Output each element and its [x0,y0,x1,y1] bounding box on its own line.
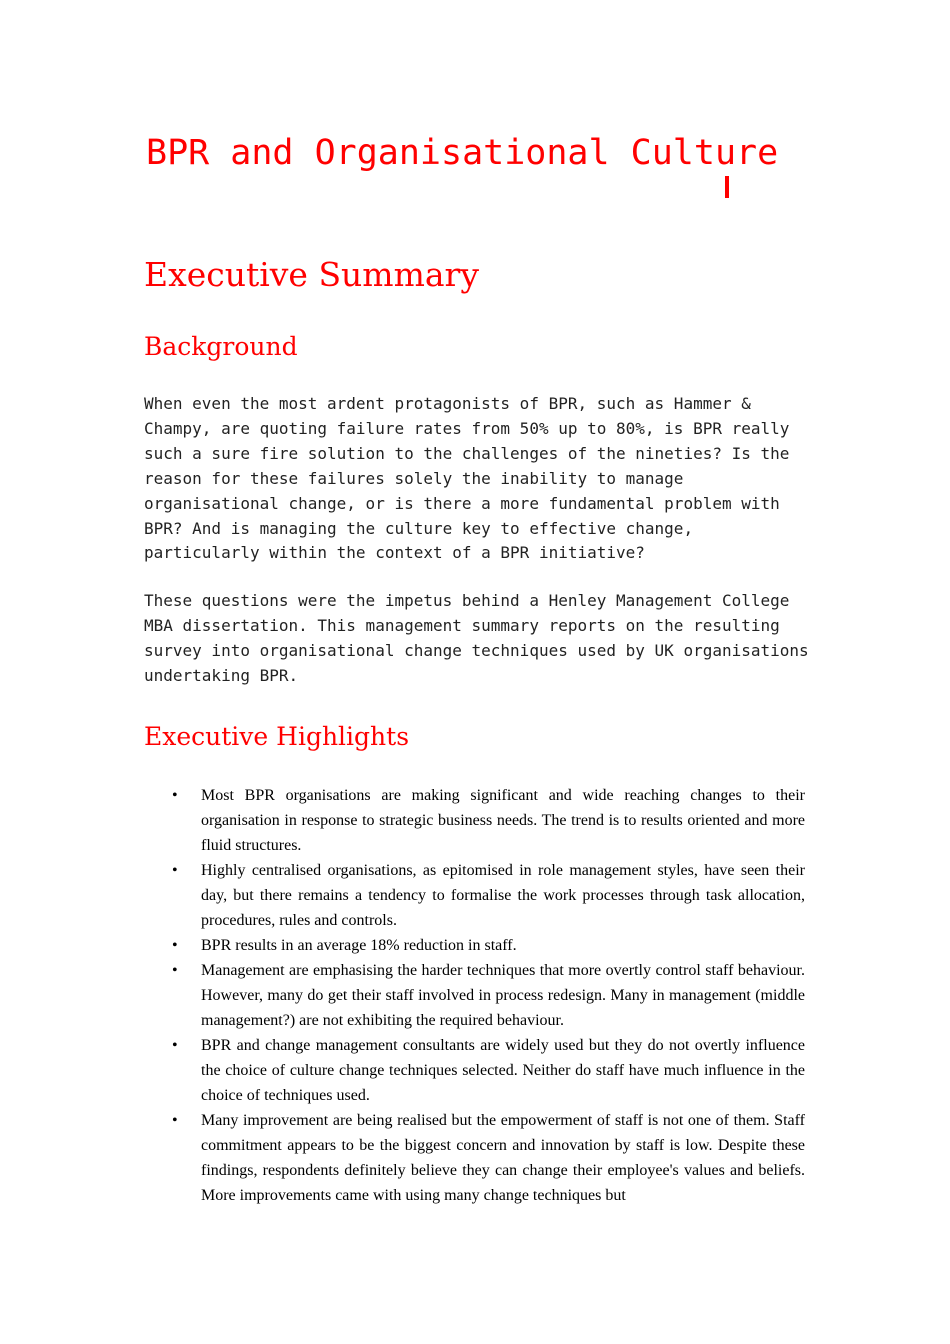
list-item [0,783,950,858]
paragraph-line: MBA dissertation. This management summary reports on the resulting [144,615,780,635]
list-item-text: Management are emphasising the harder techniques that more overtly control staff behaviour. However, many do get their staff involved in process redesign. Many in management (middle management?) are not exhibiting the required behaviour. [201,962,805,1029]
paragraph-line: reason for these failures solely the inability to manage [144,468,684,488]
paragraph-line: organisational change, or is there a more fundamental problem with [144,493,780,513]
paragraph-line: BPR? And is managing the culture key to effective change, [144,518,694,538]
paragraph-line: undertaking BPR. [144,665,299,685]
list-item-text: Many improvement are being realised but the empowerment of staff is not one of them. Staff commitment appears to be the biggest concern and innovation by staff is low. Despite these findings, respondents definitely believe they can change their employee's values and beliefs. More improvements came with using many change techniques but [201,1112,805,1204]
bullet-icon: • [172,937,178,954]
executive-highlights-heading: Executive Highlights [144,722,410,751]
list-item [0,1033,950,1108]
list-item [0,1108,950,1208]
bullet-icon: • [172,787,178,804]
highlights-list [0,783,950,1208]
paragraph-line: These questions were the impetus behind a Henley Management College [144,591,790,610]
list-item-text: BPR results in an average 18% reduction in staff. [201,937,517,954]
background-paragraph-1 [144,392,824,566]
background-paragraph-2 [144,589,824,689]
paragraph-line: When even the most ardent protagonists of BPR, such as Hammer & [144,394,751,413]
text-cursor-marker [725,176,729,198]
bullet-icon: • [172,1112,178,1129]
list-item [0,933,950,958]
paragraph-line: particularly within the context of a BPR initiative? [144,543,645,563]
list-item [0,858,950,933]
list-item [0,958,950,1033]
list-item-text: Most BPR organisations are making significant and wide reaching changes to their organisation in response to strategic business needs. The trend is to results oriented and more fluid structures. [201,787,805,854]
paragraph-line: such a sure fire solution to the challenges of the nineties? Is the [144,443,790,463]
list-item-text: Highly centralised organisations, as epitomised in role management styles, have seen their day, but there remains a tendency to formalise the work processes through task allocation, procedures, rules and controls. [201,862,805,929]
list-item-text: BPR and change management consultants are widely used but they do not overtly influence the choice of culture change techniques selected. Neither do staff have much influence in the choice of techniques used. [201,1037,805,1104]
background-heading: Background [144,332,298,361]
bullet-icon: • [172,862,178,879]
paragraph-line: survey into organisational change techniques used by UK organisations [144,640,809,660]
executive-summary-heading: Executive Summary [144,255,479,294]
bullet-icon: • [172,1037,178,1054]
paragraph-line: Champy, are quoting failure rates from 50% up to 80%, is BPR really [144,418,790,438]
bullet-icon: • [172,962,178,979]
document-title: BPR and Organisational Culture [146,133,779,173]
